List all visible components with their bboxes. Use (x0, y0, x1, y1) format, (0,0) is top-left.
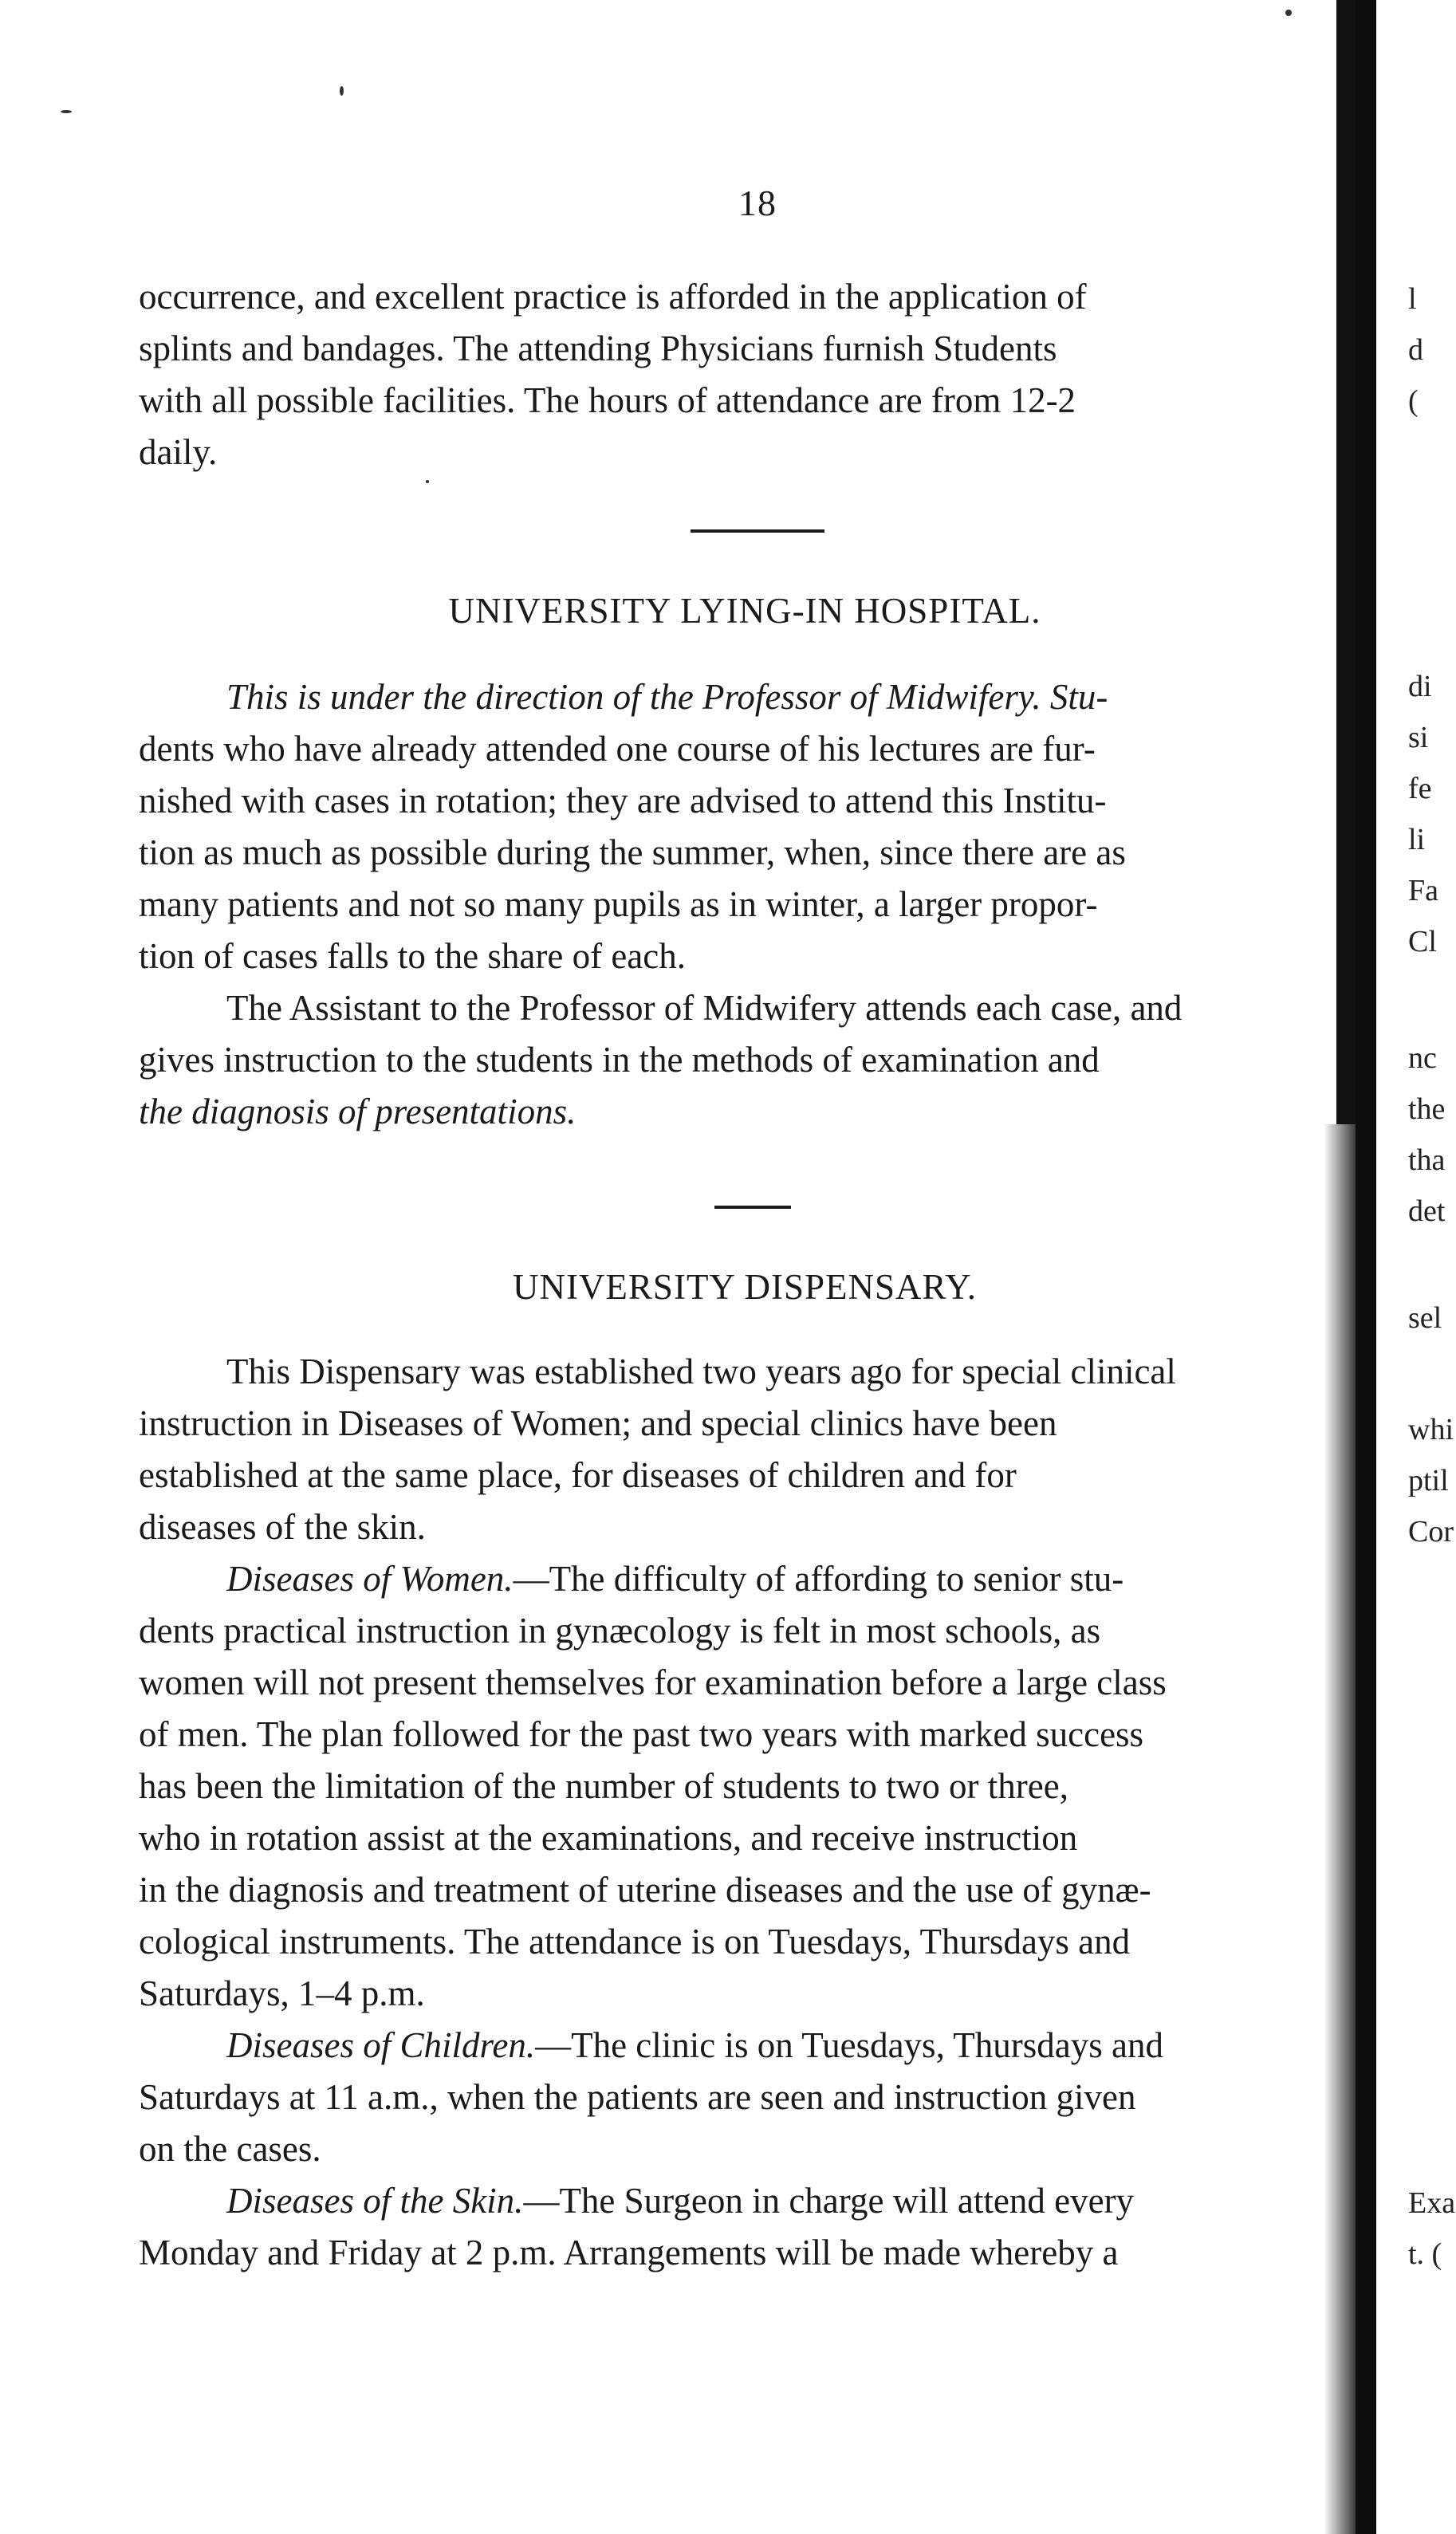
text-line (139, 2020, 1351, 2072)
lying-in-paragraph-2 (139, 982, 1351, 1138)
scan-speck (426, 480, 429, 483)
facing-page-fragment: li (1408, 823, 1426, 856)
text-line: with all possible facilities. The hours of attendance are from 12-2 (139, 380, 1076, 420)
binding-shadow (1324, 1124, 1359, 2534)
text-line: instruction in Diseases of Women; and special clinics have been (139, 1403, 1057, 1443)
facing-page-fragment: Fa (1408, 874, 1438, 907)
facing-page-fragment: tha (1408, 1143, 1446, 1177)
facing-page-fragment: sel (1408, 1301, 1442, 1335)
text-line (139, 1553, 1351, 1605)
facing-page-fragment: Cl (1408, 925, 1437, 958)
facing-page-fragment: nc (1408, 1041, 1437, 1075)
binding-gutter (1356, 0, 1376, 2534)
text-line: established at the same place, for diseases of children and for (139, 1455, 1017, 1495)
text-line: occurrence, and excellent practice is afforded in the application of (139, 277, 1087, 317)
facing-page-fragment: t. ( (1408, 2237, 1442, 2271)
text-line: Saturdays, 1–4 p.m. (139, 1973, 425, 2013)
facing-page-fragment: si (1408, 721, 1429, 754)
text-line: diseases of the skin. (139, 1507, 426, 1547)
text-line: daily. (139, 432, 218, 472)
paragraph-lead: Diseases of Women. (226, 1559, 514, 1599)
text-line: gives instruction to the students in the methods of examination and (139, 1040, 1100, 1080)
text-line: Monday and Friday at 2 p.m. Arrangements will be made whereby a (139, 2233, 1119, 2272)
section-divider (691, 529, 824, 533)
section-divider (714, 1206, 791, 1209)
text-line: splints and bandages. The attending Physicians furnish Students (139, 329, 1057, 368)
facing-page-fragment: ( (1408, 384, 1419, 418)
paragraph-lead: Diseases of Children. (226, 2025, 536, 2065)
dispensary-paragraph-1 (139, 1346, 1351, 1553)
text-line: has been the limitation of the number of students to two or three, (139, 1766, 1068, 1806)
text-line (139, 2175, 1351, 2227)
text-line: on the cases. (139, 2129, 321, 2169)
text-line: in the diagnosis and treatment of uterine diseases and the use of gynæ- (139, 1870, 1151, 1910)
facing-page-fragment: fe (1408, 772, 1432, 805)
text-line: tion of cases falls to the share of each. (139, 936, 686, 976)
text-line: The Assistant to the Professor of Midwifery attends each case, and (226, 988, 1183, 1028)
text-line: dents practical instruction in gynæcology is felt in most schools, as (139, 1611, 1101, 1651)
dispensary-women-paragraph (139, 1553, 1351, 2020)
facing-page-fragment: the (1408, 1092, 1446, 1126)
text-line: This Dispensary was established two years ago for special clinical (226, 1352, 1176, 1391)
facing-page-fragment: whi (1408, 1413, 1454, 1446)
text-line: many patients and not so many pupils as in winter, a larger propor- (139, 884, 1098, 924)
scan-speck (1285, 10, 1292, 16)
text-line: who in rotation assist at the examinations, and receive instruction (139, 1818, 1078, 1858)
page-number: 18 (738, 183, 777, 223)
text-line: This is under the direction of the Professor of Midwifery. Stu- (226, 677, 1108, 717)
text-line: nished with cases in rotation; they are advised to attend this Institu- (139, 781, 1107, 820)
facing-page-fragment: d (1408, 333, 1423, 367)
text-line: of men. The plan followed for the past two years with marked success (139, 1714, 1144, 1754)
intro-paragraph (139, 271, 1351, 478)
text-line: the diagnosis of presentations. (139, 1092, 576, 1131)
text-span: —The clinic is on Tuesdays, Thursdays and (535, 2025, 1163, 2065)
section-heading-lying-in: UNIVERSITY LYING-IN HOSPITAL. (448, 591, 1041, 631)
dispensary-children-paragraph (139, 2020, 1351, 2175)
facing-page-fragment: l (1408, 282, 1417, 316)
text-line: women will not present themselves for examination before a large class (139, 1662, 1167, 1702)
facing-page-fragment: Exa (1408, 2186, 1456, 2220)
text-line: dents who have already attended one course of his lectures are fur- (139, 729, 1096, 769)
paragraph-lead: Diseases of the Skin. (226, 2181, 524, 2221)
text-line: cological instruments. The attendance is on Tuesdays, Thursdays and (139, 1922, 1131, 1961)
text-line: tion as much as possible during the summer, when, since there are as (139, 832, 1126, 872)
facing-page-fragment: det (1408, 1194, 1446, 1228)
text-span: —The difficulty of affording to senior stu- (513, 1559, 1124, 1599)
facing-page-fragment: Cor (1408, 1515, 1454, 1548)
lying-in-paragraph-1 (139, 671, 1351, 982)
text-span: —The Surgeon in charge will attend every (523, 2181, 1135, 2221)
dispensary-skin-paragraph (139, 2175, 1351, 2279)
scan-speck (61, 110, 72, 113)
facing-page-fragment: di (1408, 670, 1432, 703)
facing-page-fragment: ptil (1408, 1464, 1449, 1497)
text-line: Saturdays at 11 a.m., when the patients are seen and instruction given (139, 2077, 1136, 2117)
section-heading-dispensary: UNIVERSITY DISPENSARY. (512, 1267, 978, 1307)
scan-speck (340, 86, 344, 96)
